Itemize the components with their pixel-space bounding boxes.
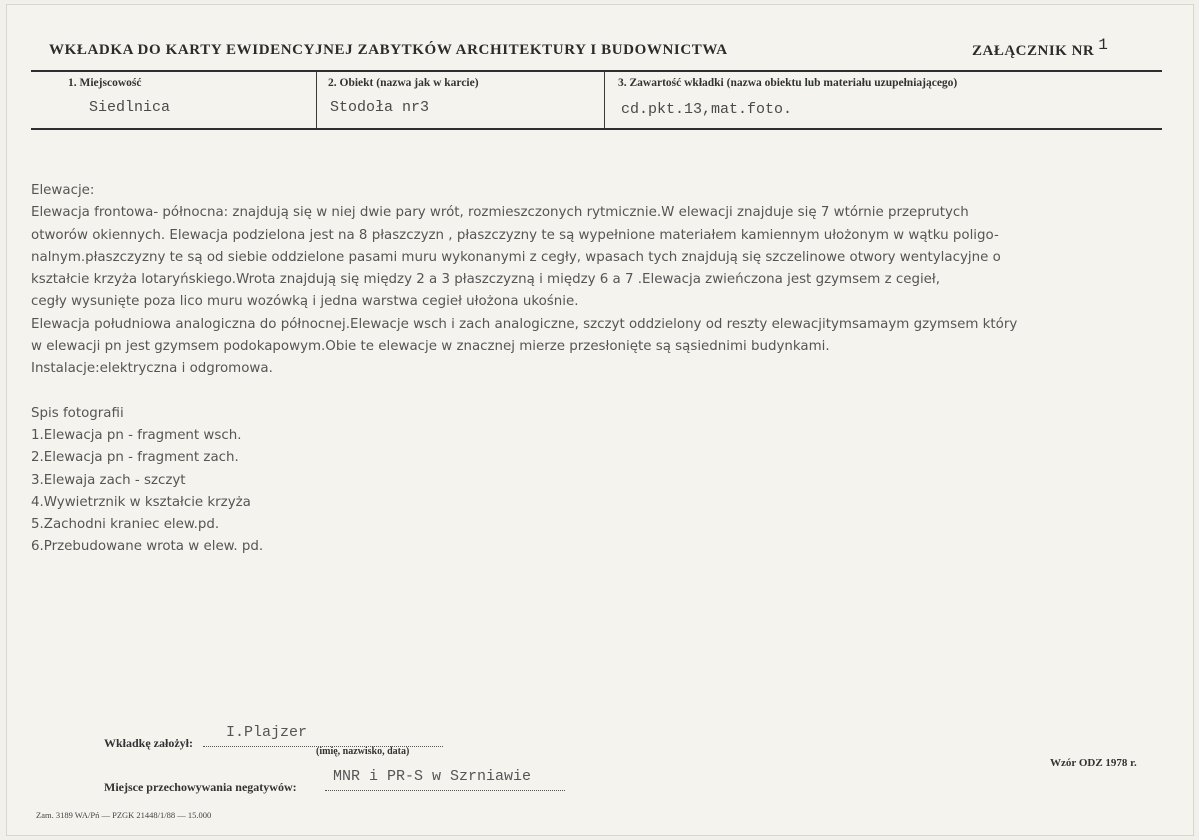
negatives-label: Miejsce przechowywania negatywów: <box>104 780 297 794</box>
print-footer: Zam. 3189 WA/Pń — PZGK 21448/1/88 — 15.000 <box>36 810 212 820</box>
locality-label: 1. Miejscowość <box>68 77 142 89</box>
body-line: nalnym.płaszczyzny te są od siebie oddzielone pasami muru wykonanymi z cegły, wpasach tych znajdują się szczelinowe otwory wentylacyjne o <box>31 249 1001 265</box>
spacer <box>31 381 1191 403</box>
photo-item: 4.Wywietrznik w kształcie krzyża <box>31 494 251 510</box>
created-by-caption: (imię, nazwisko, data) <box>316 746 410 757</box>
body-line: Elewacje: <box>31 183 95 198</box>
content-label: 3. Zawartość wkładki (nazwa obiektu lub materiału uzupełniającego) <box>618 77 958 89</box>
body-line: otworów okiennych. Elewacja podzielona jest na 8 płaszczyzn , płaszczyzny te są wypełnione materiałem kamiennym ułożonym w wątku poligo- <box>31 227 999 243</box>
photo-item: 5.Zachodni kraniec elew.pd. <box>31 517 220 533</box>
object-label: 2. Obiekt (nazwa jak w karcie) <box>328 77 479 89</box>
photo-item: 1.Elewacja pn - fragment wsch. <box>31 427 242 443</box>
header-bottom-rule <box>31 128 1162 130</box>
created-by-value: I.Plajzer <box>226 724 308 741</box>
photo-item: 2.Elewacja pn - fragment zach. <box>31 450 239 466</box>
body-line: w elewacji pn jest gzymsem podokapowym.Obie te elewacje w znacznej mierze przesłonięte są sąsiednimi budynkami. <box>31 339 830 355</box>
negatives-line <box>325 790 565 791</box>
annex-label-text: ZAŁĄCZNIK NR <box>972 43 1095 59</box>
annex-number: 1 <box>1098 36 1109 54</box>
field-divider <box>316 72 317 128</box>
template-note: Wzór ODZ 1978 r. <box>1050 757 1137 769</box>
field-divider <box>604 72 605 128</box>
header-top-rule <box>31 70 1162 72</box>
body-line: Elewacja południowa analogiczna do północnej.Elewacje wsch i zach analogiczne, szczyt oddzielony od reszty elewacjitymsamaym gzymsem który <box>31 316 1018 332</box>
photos-heading: Spis fotografii <box>31 405 124 421</box>
object-value: Stodoła nr3 <box>330 99 430 116</box>
negatives-value: MNR i PR-S w Szrniawie <box>333 768 532 785</box>
form-title: WKŁADKA DO KARTY EWIDENCYJNEJ ZABYTKÓW ARCHITEKTURY I BUDOWNICTWA <box>49 42 728 58</box>
body-line: Instalacje:elektryczna i odgromowa. <box>31 361 273 377</box>
photo-item: 6.Przebudowane wrota w elew. pd. <box>31 539 264 555</box>
body-line: cegły wysunięte poza lico muru wozówką i jedna warstwa cegieł ułożona ukośnie. <box>31 294 579 310</box>
locality-value: Siedlnica <box>89 99 171 116</box>
description-body <box>31 180 1191 559</box>
body-line: kształcie krzyża lotaryńskiego.Wrota znajdują się między 2 a 3 płaszczyzną i między 6 a 7 .Elewacja zwieńczona jest gzymsem z cegieł, <box>31 272 940 288</box>
annex-label <box>972 36 1109 60</box>
photo-item: 3.Elewaja zach - szczyt <box>31 472 186 488</box>
body-line: Elewacja frontowa- północna: znajdują się w niej dwie pary wrót, rozmieszczonych rytmicznie.W elewacji znajduje się 7 wtórnie przeprutych <box>31 205 969 221</box>
content-value: cd.pkt.13,mat.foto. <box>621 101 793 118</box>
created-by-label: Wkładkę założył: <box>104 736 193 750</box>
